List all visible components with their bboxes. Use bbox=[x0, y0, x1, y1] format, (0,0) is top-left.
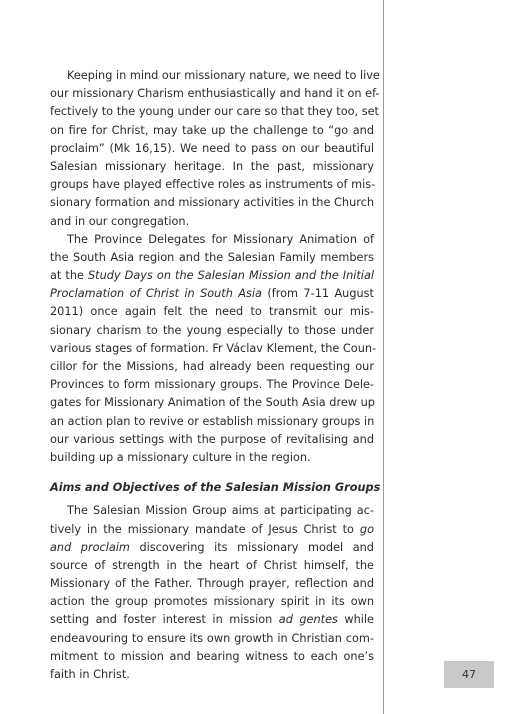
text-line: building up a missionary culture in the region. bbox=[50, 450, 311, 464]
text-line: our various settings with the purpose of revitalising and bbox=[50, 432, 374, 446]
event-title-italic: Study Days on the Salesian Mission and the Initial bbox=[88, 269, 375, 283]
text-line: source of strength in the heart of Christ himself, the bbox=[50, 558, 374, 572]
text-line: The Province Delegates for Missionary Animation of bbox=[67, 232, 374, 246]
text-line bbox=[50, 611, 374, 629]
text-line bbox=[50, 521, 374, 539]
text-line: on fire for Christ, may take up the challenge to “go and bbox=[50, 123, 374, 137]
text-span: discovering its missionary model and bbox=[129, 540, 374, 554]
text-line: Keeping in mind our missionary nature, we need to live bbox=[67, 69, 380, 82]
text-span: at the bbox=[50, 269, 88, 283]
text-line: 2011) once again felt the need to transmit our mis- bbox=[50, 305, 374, 319]
section-heading: Aims and Objectives of the Salesian Mission Groups bbox=[50, 481, 381, 495]
text-line: endeavouring to ensure its own growth in Christian com- bbox=[50, 631, 374, 645]
text-line: various stages of formation. Fr Václav Klement, the Coun- bbox=[50, 341, 377, 355]
italic-phrase: ad gentes bbox=[278, 613, 338, 627]
text-line: gates for Missionary Animation of the South Asia drew up bbox=[50, 396, 375, 410]
italic-phrase: and proclaim bbox=[50, 540, 130, 554]
text-line: mitment to mission and bearing witness to each one’s bbox=[50, 649, 374, 663]
text-line: Salesian missionary heritage. In the past, missionary bbox=[50, 159, 374, 173]
text-line: groups have played effective roles as instruments of mis- bbox=[50, 178, 376, 192]
page-number: 47 bbox=[444, 661, 494, 688]
paragraph-province-delegates bbox=[50, 231, 377, 467]
text-span: tively in the missionary mandate of Jesus Christ to bbox=[50, 522, 360, 536]
text-line bbox=[50, 267, 374, 285]
event-title-italic: Proclamation of Christ in South Asia bbox=[50, 287, 262, 301]
paragraph-aims bbox=[50, 502, 374, 684]
text-line: an action plan to revive or establish missionary groups in bbox=[50, 414, 375, 428]
text-line: sionary charism to the young especially to those under bbox=[50, 323, 374, 337]
body-text bbox=[50, 67, 381, 684]
text-line: fectively to the young under our care so that they too, set bbox=[50, 105, 379, 119]
paragraph-missionary-nature bbox=[50, 67, 380, 231]
text-line: action the group promotes missionary spirit in its own bbox=[50, 595, 374, 609]
text-line: and in our congregation. bbox=[50, 214, 190, 228]
text-line: cillor for the Missions, had already been requesting our bbox=[50, 360, 374, 373]
text-line: our missionary Charism enthusiastically and hand it on ef- bbox=[50, 87, 380, 101]
text-span: setting and foster interest in mission bbox=[50, 613, 279, 627]
page-edge-line bbox=[383, 0, 384, 714]
text-line: Missionary of the Father. Through prayer, reflection and bbox=[50, 577, 374, 591]
text-line: proclaim” (Mk 16,15). We need to pass on our beautiful bbox=[50, 141, 374, 155]
text-line: the South Asia region and the Salesian Family members bbox=[50, 250, 374, 264]
italic-phrase: go bbox=[359, 522, 374, 536]
text-span: (from 7-11 August bbox=[261, 287, 374, 301]
text-line: Provinces to form missionary groups. The Province Dele- bbox=[50, 378, 374, 392]
text-line: faith in Christ. bbox=[50, 668, 130, 681]
text-span: while bbox=[337, 613, 375, 627]
text-line: The Salesian Mission Group aims at participating ac- bbox=[67, 504, 374, 518]
text-line bbox=[50, 285, 374, 303]
text-line: sionary formation and missionary activities in the Church bbox=[50, 196, 374, 210]
text-line bbox=[50, 539, 374, 557]
